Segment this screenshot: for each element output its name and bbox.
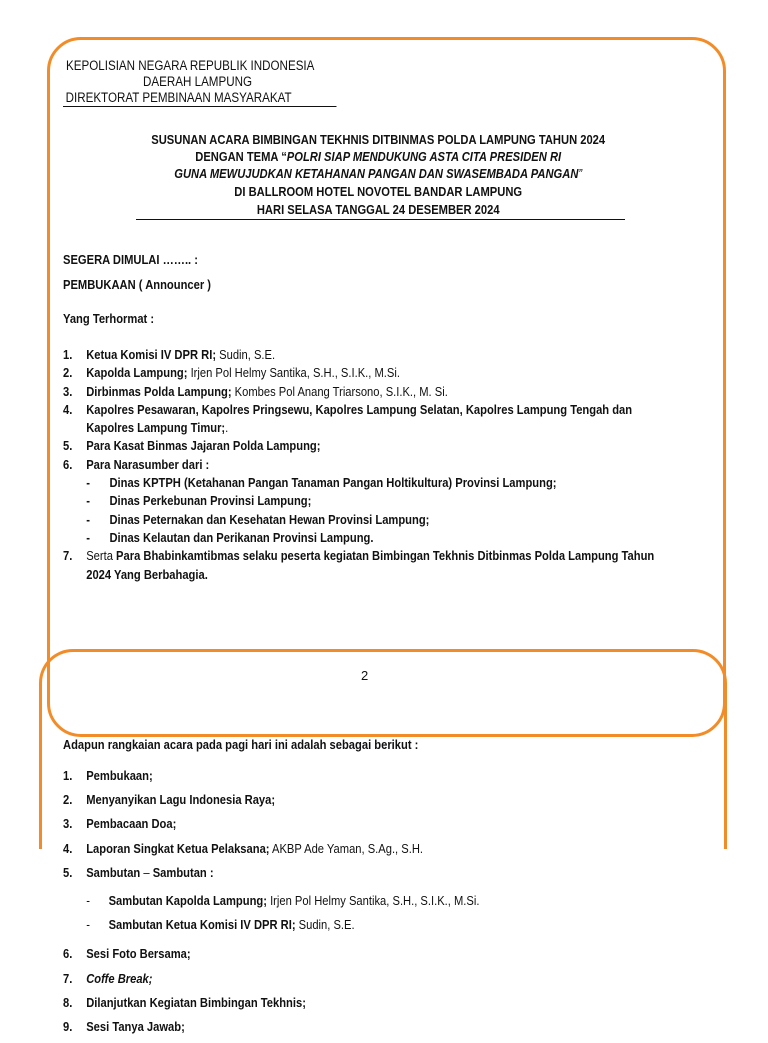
list-item-bold: Dirbinmas Polda Lampung;	[86, 383, 232, 399]
list-number: 1.	[63, 347, 73, 362]
list-number: 2.	[63, 365, 73, 381]
sub-list-item	[63, 475, 654, 493]
list-item-text: Sudin, S.E.	[216, 347, 276, 362]
agenda-sub-item	[63, 917, 479, 941]
list-item-bold: Dinas Kelautan dan Perikanan Provinsi Lampung.	[109, 529, 374, 545]
list-item-bold: Kapolda Lampung;	[86, 365, 188, 381]
list-dash: -	[86, 529, 90, 545]
list-item-continuation	[63, 567, 654, 585]
list-number: 6.	[63, 456, 73, 472]
segera-dimulai: SEGERA DIMULAI …….. :	[63, 252, 198, 267]
agenda-item-bold: Laporan Singkat Ketua Pelaksana;	[86, 840, 270, 856]
list-item-bold: Kapolres Pesawaran, Kapolres Pringsewu, Kapolres Lampung Selatan, Kapolres Lampung Tengah dan	[86, 401, 633, 417]
agenda-sub-item	[63, 893, 479, 917]
agenda-intro: Adapun rangkaian acara pada pagi hari ini adalah sebagai berikut :	[63, 737, 419, 752]
agenda-number: 2.	[63, 792, 73, 808]
list-item	[63, 457, 654, 475]
org-name-line-2: DAERAH LAMPUNG	[143, 74, 253, 89]
agenda-number: 7.	[63, 970, 73, 986]
list-number: 7.	[63, 548, 73, 564]
list-item	[63, 548, 654, 566]
agenda-number: 5.	[63, 864, 73, 880]
agenda-item-text: AKBP Ade Yaman, S.Ag., S.H.	[269, 840, 424, 856]
agenda-item-bold: Dilanjutkan Kegiatan Bimbingan Tekhnis;	[86, 994, 306, 1010]
list-item	[63, 402, 654, 420]
org-name-line-1: KEPOLISIAN NEGARA REPUBLIK INDONESIA	[66, 58, 315, 73]
org-name-line-3: DIREKTORAT PEMBINAAN MASYARAKAT	[63, 90, 336, 107]
agenda-number: 8.	[63, 994, 73, 1010]
list-item-bold: Kapolres Lampung Timur;	[86, 420, 226, 436]
list-item-text: Kombes Pol Anang Triarsono, S.I.K., M. Si.	[231, 383, 448, 399]
list-item-text: Serta	[86, 548, 117, 564]
list-item	[63, 384, 654, 402]
agenda-item	[63, 865, 479, 889]
agenda-item	[63, 816, 479, 840]
agenda-item	[63, 841, 479, 865]
agenda-item	[63, 946, 479, 970]
agenda-item-bold: Sambutan Kapolda Lampung;	[108, 892, 267, 908]
page-number: 2	[361, 668, 369, 683]
agenda-item-bold: Sesi Tanya Jawab;	[86, 1018, 185, 1034]
agenda-number: 4.	[63, 840, 73, 856]
agenda-item-text: Sudin, S.E.	[295, 917, 355, 933]
list-item-bold: Para Kasat Binmas Jajaran Polda Lampung;	[86, 438, 321, 454]
agenda-dash: -	[86, 892, 90, 908]
agenda-number: 6.	[63, 946, 73, 962]
agenda-item-bold: Menyanyikan Lagu Indonesia Raya;	[86, 792, 276, 808]
yang-terhormat: Yang Terhormat :	[63, 311, 155, 326]
agenda-item	[63, 971, 479, 995]
agenda-number: 3.	[63, 816, 73, 832]
list-item-bold: Para Bhabinkamtibmas selaku peserta kegiatan Bimbingan Tekhnis Ditbinmas Polda Lampung Tahun	[116, 548, 655, 564]
agenda-dash: -	[86, 917, 90, 933]
title-line-2: DENGAN TEMA “POLRI SIAP MENDUKUNG ASTA CITA PRESIDEN RI	[195, 149, 562, 164]
agenda-item-text: –	[140, 864, 153, 880]
agenda-item	[63, 1019, 479, 1043]
agenda-item	[63, 768, 479, 792]
title-line-1: SUSUNAN ACARA BIMBINGAN TEKHNIS DITBINMAS POLDA LAMPUNG TAHUN 2024	[151, 132, 606, 147]
agenda-item-bold: Sambutan :	[152, 864, 214, 880]
title-underline	[136, 219, 625, 220]
list-number: 5.	[63, 438, 73, 454]
list-item-bold: Dinas KPTPH (Ketahanan Pangan Tanaman Pangan Holtikultura) Provinsi Lampung;	[109, 475, 557, 491]
honored-list	[63, 347, 654, 585]
title-line-4: DI BALLROOM HOTEL NOVOTEL BANDAR LAMPUNG	[234, 184, 523, 199]
agenda-number: 9.	[63, 1018, 73, 1034]
title-line-5: HARI SELASA TANGGAL 24 DESEMBER 2024	[256, 202, 500, 217]
list-item	[63, 365, 654, 383]
title-line-3: GUNA MEWUJUDKAN KETAHANAN PANGAN DAN SWASEMBADA PANGAN”	[174, 166, 583, 181]
list-item-bold: Ketua Komisi IV DPR RI;	[86, 347, 217, 362]
list-number: 3.	[63, 383, 73, 399]
list-item-text: Irjen Pol Helmy Santika, S.H., S.I.K., M.Si.	[187, 365, 400, 381]
list-item-bold: Dinas Perkebunan Provinsi Lampung;	[109, 493, 312, 509]
list-item	[63, 438, 654, 456]
list-dash: -	[86, 475, 90, 491]
list-dash: -	[86, 511, 90, 527]
agenda-item-bold: Sesi Foto Bersama;	[86, 946, 191, 962]
agenda-number: 1.	[63, 768, 73, 783]
agenda-item	[63, 792, 479, 816]
agenda-item-bold: Pembacaan Doa;	[86, 816, 177, 832]
list-item	[63, 347, 654, 365]
pembukaan-heading: PEMBUKAAN ( Announcer )	[63, 277, 212, 292]
list-item	[63, 420, 654, 438]
agenda-item-text: Irjen Pol Helmy Santika, S.H., S.I.K., M.Si.	[266, 892, 480, 908]
agenda-item-bold: Pembukaan;	[86, 768, 153, 783]
agenda-item	[63, 995, 479, 1019]
sub-list-item	[63, 512, 654, 530]
agenda-item-bold: Sambutan	[86, 864, 141, 880]
list-item-bold: Para Narasumber dari :	[86, 456, 210, 472]
sub-list-item	[63, 493, 654, 511]
agenda-item-bold: Sambutan Ketua Komisi IV DPR RI;	[108, 917, 296, 933]
agenda-list	[63, 768, 479, 1043]
sub-list-item	[63, 530, 654, 548]
list-dash: -	[86, 493, 90, 509]
list-item-bold: Dinas Peternakan dan Kesehatan Hewan Provinsi Lampung;	[109, 511, 430, 527]
list-item-bold: 2024 Yang Berbahagia.	[86, 566, 208, 582]
list-number: 4.	[63, 401, 73, 417]
agenda-item-bold: Coffe Break;	[86, 970, 153, 986]
list-item-text: .	[225, 420, 229, 436]
